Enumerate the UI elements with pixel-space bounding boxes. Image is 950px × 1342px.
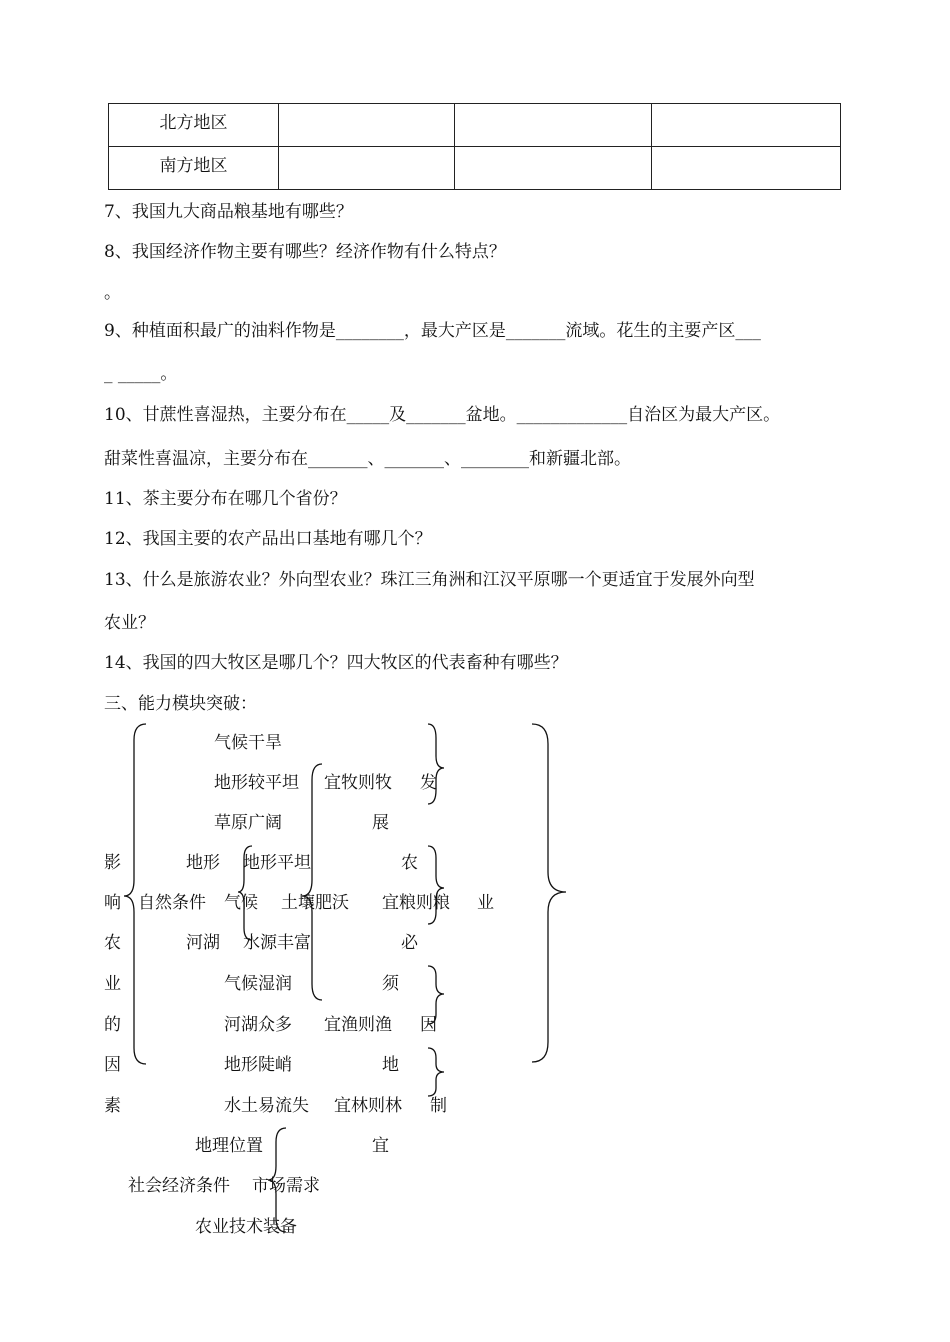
question-10-line-2: 甜菜性喜温凉，主要分布在_______、_______、________和新疆北部。 xyxy=(104,449,631,469)
steep-terrain-item: 地形陡峭 xyxy=(224,1055,292,1075)
conclusion-char: 须 xyxy=(382,974,399,994)
table-cell xyxy=(455,104,652,147)
question-8: 8、我国经济作物主要有哪些？经济作物有什么特点？ xyxy=(104,242,506,262)
row-label-cell xyxy=(109,104,279,147)
diagram-title-char: 影 xyxy=(104,853,121,873)
forest-result: 宜林则林 xyxy=(334,1096,402,1116)
conclusion-char: 因 xyxy=(420,1015,437,1035)
tech-item: 农业技术装备 xyxy=(195,1217,297,1237)
location-item: 地理位置 xyxy=(195,1136,263,1156)
question-9-line-1: 9、种植面积最广的油料作物是________，最大产区是_______流域。花生的主要产区___ xyxy=(104,321,761,341)
diagram-title-char: 农 xyxy=(104,933,121,953)
lakes-item: 河湖众多 xyxy=(224,1015,292,1035)
right-brace-forest xyxy=(428,1048,444,1096)
region-table xyxy=(108,103,841,190)
question-10-line-1: 10、甘蔗性喜湿热，主要分布在_____及_______盆地。_____________自治区为最大产区。 xyxy=(104,405,781,425)
question-7: 7、我国九大商品粮基地有哪些？ xyxy=(104,202,353,222)
social-conditions-label: 社会经济条件 xyxy=(128,1176,230,1196)
diagram-title-char: 因 xyxy=(104,1055,121,1075)
terrain-label: 地形 xyxy=(186,853,220,873)
conclusion-char: 制 xyxy=(430,1096,447,1116)
diagram-title-char: 响 xyxy=(104,893,121,913)
diagram-title-char: 业 xyxy=(104,974,121,994)
flat-terrain-item: 地形平坦 xyxy=(243,853,311,873)
water-item: 水源丰富 xyxy=(243,933,311,953)
question-12: 12、我国主要的农产品出口基地有哪几个？ xyxy=(104,529,432,549)
row-label: 北方地区 xyxy=(159,113,228,133)
natural-conditions-label: 自然条件 xyxy=(138,893,206,913)
table-cell xyxy=(652,147,841,190)
question-9-line-2: _ _____。 xyxy=(104,364,178,384)
left-brace-terrain xyxy=(302,764,322,1000)
answer-space-8: 。 xyxy=(104,283,121,303)
row-label-cell xyxy=(109,147,279,190)
question-13-line-2: 农业？ xyxy=(104,613,155,633)
market-item: 市场需求 xyxy=(252,1176,320,1196)
fishery-result: 宜渔则渔 xyxy=(324,1015,392,1035)
drought-item: 气候干旱 xyxy=(214,733,282,753)
erosion-item: 水土易流失 xyxy=(224,1096,309,1116)
table-row xyxy=(109,147,841,190)
conclusion-char: 业 xyxy=(477,893,494,913)
question-14: 14、我国的四大牧区是哪几个？四大牧区的代表畜种有哪些？ xyxy=(104,653,568,673)
fertile-soil-item: 土壤肥沃 xyxy=(281,893,349,913)
conclusion-char: 地 xyxy=(382,1055,399,1075)
conclusion-char: 展 xyxy=(372,813,389,833)
section-heading: 三、能力模块突破： xyxy=(104,694,257,714)
right-brace-large xyxy=(532,724,566,1062)
humid-climate-item: 气候湿润 xyxy=(224,974,292,994)
question-11: 11、茶主要分布在哪几个省份？ xyxy=(104,489,347,509)
table-cell xyxy=(455,147,652,190)
table-cell xyxy=(279,147,455,190)
conclusion-char: 农 xyxy=(401,853,418,873)
pasture-result: 宜牧则牧 xyxy=(324,773,392,793)
diagram-title-char: 素 xyxy=(104,1096,121,1116)
table-cell xyxy=(279,104,455,147)
conclusion-char: 必 xyxy=(401,933,418,953)
question-13-line-1: 13、什么是旅游农业？外向型农业？珠江三角洲和江汉平原哪一个更适宜于发展外向型 xyxy=(104,570,755,590)
climate-label: 气候 xyxy=(224,893,258,913)
river-label: 河湖 xyxy=(186,933,220,953)
grain-result: 宜粮则粮 xyxy=(382,893,450,913)
table-row xyxy=(109,104,841,147)
conclusion-char: 发 xyxy=(420,773,437,793)
grassland-item: 草原广阔 xyxy=(214,813,282,833)
row-label: 南方地区 xyxy=(159,156,228,176)
diagram-title-char: 的 xyxy=(104,1015,121,1035)
table-cell xyxy=(652,104,841,147)
flat-terrain-item: 地形较平坦 xyxy=(214,773,299,793)
conclusion-char: 宜 xyxy=(372,1136,389,1156)
